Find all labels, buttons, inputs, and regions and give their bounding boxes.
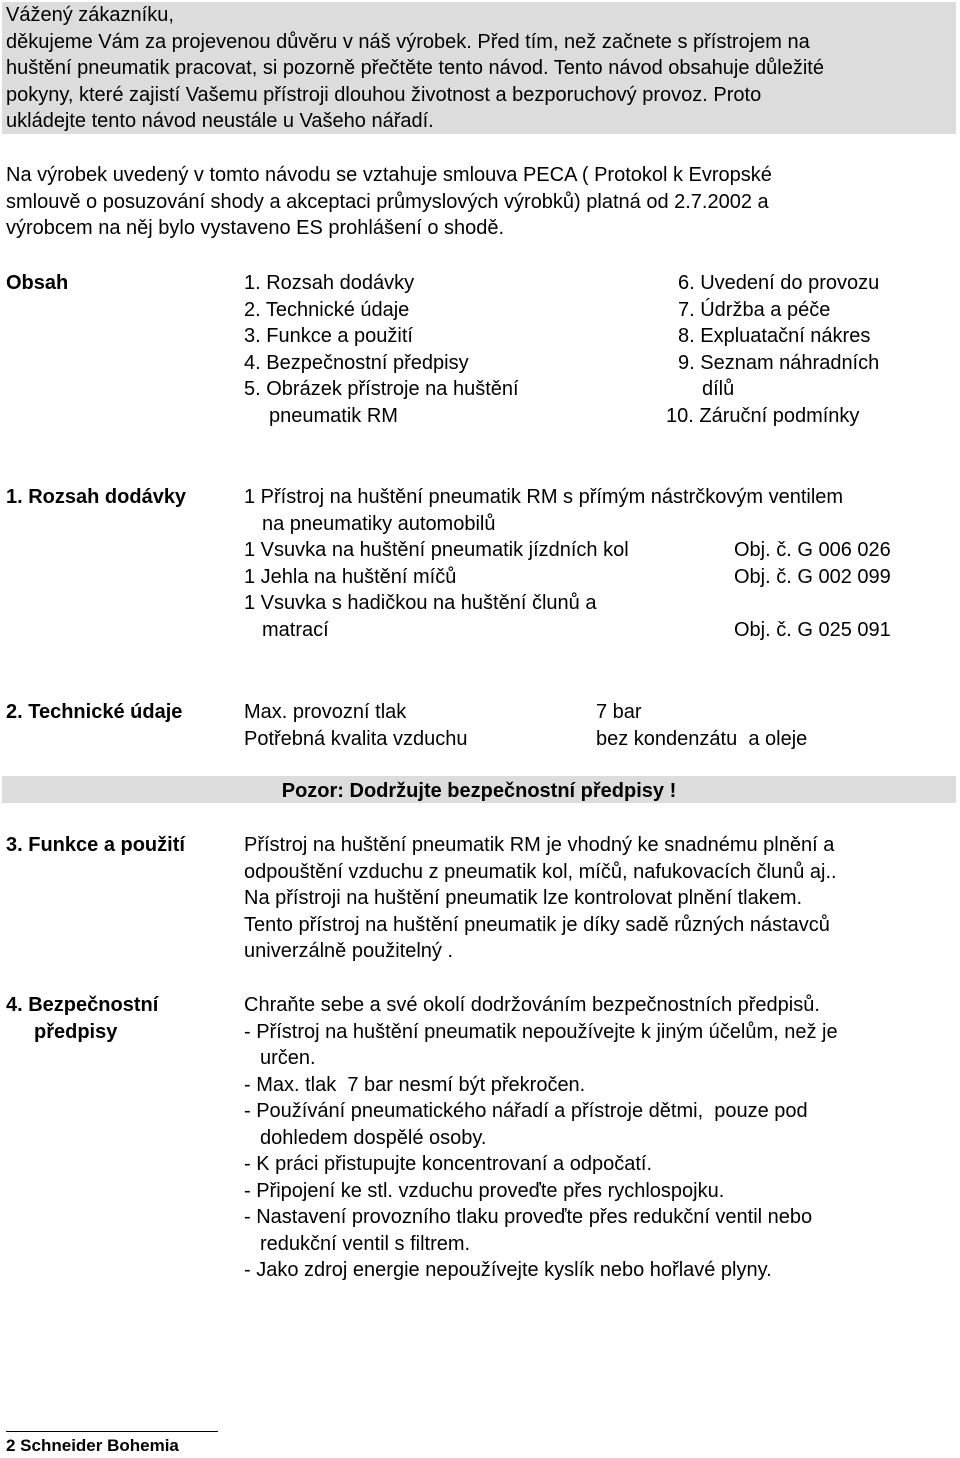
scope-item: 1 Přístroj na huštění pneumatik RM s přímým nástrčkovým ventilem xyxy=(244,486,844,508)
intro-line: pokyny, které zajistí Vašemu přístroji dlouhou životnost a bezporuchový provoz. Proto xyxy=(6,83,762,106)
contents-item: dílů xyxy=(702,378,735,400)
function-line: odpouštění vzduchu z pneumatik kol, míčů, nafukovacích člunů aj.. xyxy=(244,860,837,883)
safety-line: určen. xyxy=(260,1047,316,1069)
function-line: Tento přístroj na huštění pneumatik je díky sadě různých nástavců xyxy=(244,913,830,936)
function-line: Přístroj na huštění pneumatik RM je vhodný ke snadnému plnění a xyxy=(244,834,835,856)
scope-item: na pneumatiky automobilů xyxy=(262,512,496,535)
scope-item xyxy=(244,564,944,591)
intro-block xyxy=(2,2,956,134)
scope-item xyxy=(244,617,944,644)
tech-heading: 2. Technické údaje xyxy=(6,701,183,723)
contents-heading: Obsah xyxy=(6,272,69,294)
order-number: Obj. č. G 025 091 xyxy=(734,618,891,641)
scope-list xyxy=(244,484,944,643)
tech-label: Potřebná kvalita vzduchu xyxy=(244,727,468,750)
contents-item: 8. Expluatační nákres xyxy=(678,325,871,347)
contents-item: 1. Rozsah dodávky xyxy=(244,272,415,294)
intro-line: děkujeme Vám za projevenou důvěru v náš výrobek. Před tím, než začnete s přístrojem na xyxy=(6,30,810,53)
safety-line: - Používání pneumatického nářadí a přístroje dětmi, pouze pod xyxy=(244,1100,808,1122)
contents-item: pneumatik RM xyxy=(269,404,398,427)
safety-heading-line: 4. Bezpečnostní xyxy=(6,994,159,1016)
safety-line: - Připojení ke stl. vzduchu proveďte přes rychlospojku. xyxy=(244,1179,725,1202)
contents-item: 6. Uvedení do provozu xyxy=(678,272,880,294)
scope-item xyxy=(244,537,944,564)
page-footer: 2 Schneider Bohemia xyxy=(6,1436,179,1455)
contents-right-list xyxy=(666,270,880,429)
scope-item-text: 1 Vsuvka na huštění pneumatik jízdních kol xyxy=(244,539,629,561)
tech-row xyxy=(244,699,944,726)
order-number: Obj. č. G 002 099 xyxy=(734,565,891,588)
order-number: Obj. č. G 006 026 xyxy=(734,539,891,561)
intro-line: ukládejte tento návod neustále u Vašeho nářadí. xyxy=(6,110,434,132)
contents-item: 2. Technické údaje xyxy=(244,298,410,321)
contents-item: 4. Bezpečnostní předpisy xyxy=(244,351,469,374)
function-line: univerzálně použitelný . xyxy=(244,940,454,962)
safety-line: - K práci přistupujte koncentrovaní a odpočatí. xyxy=(244,1153,653,1175)
safety-line: dohledem dospělé osoby. xyxy=(260,1126,487,1149)
safety-line: - Přístroj na huštění pneumatik nepoužívejte k jiným účelům, než je xyxy=(244,1020,838,1043)
peca-paragraph xyxy=(6,162,951,242)
tech-row xyxy=(244,726,944,753)
function-paragraph xyxy=(244,832,944,965)
safety-list xyxy=(244,992,944,1284)
safety-line: - Max. tlak 7 bar nesmí být překročen. xyxy=(244,1073,586,1096)
peca-line: smlouvě o posuzování shody a akceptaci průmyslových výrobků) platná od 2.7.2002 a xyxy=(6,190,769,213)
safety-line: redukční ventil s filtrem. xyxy=(260,1232,471,1255)
safety-line: - Nastavení provozního tlaku proveďte přes redukční ventil nebo xyxy=(244,1206,813,1228)
tech-value: 7 bar xyxy=(596,701,642,723)
peca-line: Na výrobek uvedený v tomto návodu se vztahuje smlouva PECA ( Protokol k Evropské xyxy=(6,164,772,186)
contents-item: 9. Seznam náhradních xyxy=(678,351,880,374)
contents-item: 7. Údržba a péče xyxy=(678,298,831,321)
scope-heading: 1. Rozsah dodávky xyxy=(6,486,187,508)
footer-divider xyxy=(6,1431,218,1432)
safety-warning-banner xyxy=(2,776,956,803)
intro-line: huštění pneumatik pracovat, si pozorně přečtěte tento návod. Tento návod obsahuje důležité xyxy=(6,57,824,79)
scope-item: 1 Vsuvka s hadičkou na huštění člunů a xyxy=(244,592,597,614)
tech-value: bez kondenzátu a oleje xyxy=(596,727,808,750)
function-line: Na přístroji na huštění pneumatik lze kontrolovat plnění tlakem. xyxy=(244,887,803,909)
safety-heading xyxy=(6,992,158,1045)
scope-item-text: matrací xyxy=(262,618,329,641)
function-heading: 3. Funkce a použití xyxy=(6,834,185,856)
contents-left-list xyxy=(244,270,519,429)
safety-warning-text: Pozor: Dodržujte bezpečnostní předpisy ! xyxy=(281,780,677,802)
safety-line: - Jako zdroj energie nepoužívejte kyslík nebo hořlavé plyny. xyxy=(244,1259,772,1281)
scope-item-text: 1 Jehla na huštění míčů xyxy=(244,565,457,588)
intro-line: Vážený zákazníku, xyxy=(6,4,174,26)
safety-heading-line: předpisy xyxy=(34,1020,118,1043)
peca-line: výrobcem na něj bylo vystaveno ES prohlášení o shodě. xyxy=(6,217,505,239)
contents-item: 3. Funkce a použití xyxy=(244,325,413,347)
safety-line: Chraňte sebe a své okolí dodržováním bezpečnostních předpisů. xyxy=(244,994,820,1016)
contents-item: 10. Záruční podmínky xyxy=(666,404,860,427)
tech-table xyxy=(244,699,944,752)
contents-item: 5. Obrázek přístroje na huštění xyxy=(244,378,519,400)
tech-label: Max. provozní tlak xyxy=(244,701,407,723)
